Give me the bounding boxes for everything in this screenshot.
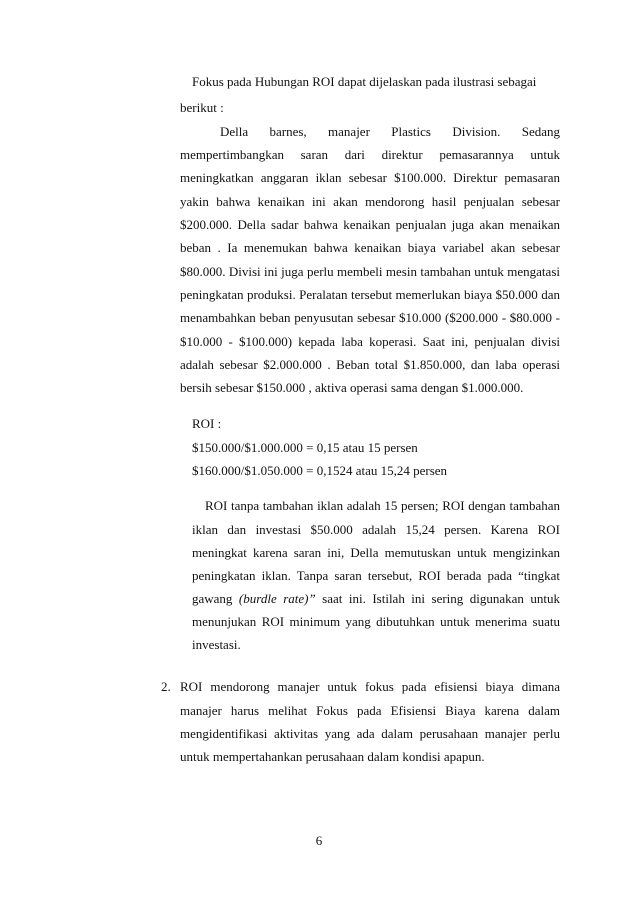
list-number-2: 2. (161, 679, 171, 694)
para1-line-4: mempertimbangkan saran dari direktur pemasarannya untuk (180, 147, 560, 162)
para2-line-2: iklan dan investasi $50.000 adalah 15,24 persen. Karena ROI (192, 522, 560, 537)
para2-line-5-before: gawang (192, 591, 239, 606)
item2-line-1: ROI mendorong manajer untuk fokus pada efisiensi biaya dimana (180, 679, 560, 694)
para1-line-5: meningkatkan anggaran iklan sebesar $100.000. Direktur pemasaran (180, 170, 560, 185)
para1-line-13: adalah sebesar $2.000.000 . Beban total $1.850.000, dan laba operasi (180, 357, 560, 372)
para1-line-3: Della barnes, manajer Plastics Division. Sedang (220, 124, 560, 139)
roi-heading: ROI : (192, 416, 222, 431)
para1-line-7: $200.000. Della sadar bahwa kenaikan penjualan juga akan menaikan (180, 217, 560, 232)
para2-line-3: meningkat karena saran ini, Della memutuskan untuk mengizinkan (192, 545, 560, 560)
para1-line-11: menambahkan beban penyusutan sebesar $10.000 ($200.000 - $80.000 - (180, 310, 560, 325)
para1-line-10: peningkatan produksi. Peralatan tersebut memerlukan biaya $50.000 dan (180, 287, 560, 302)
para1-line-9: $80.000. Divisi ini juga perlu membeli mesin tambahan untuk mengatasi (180, 264, 560, 279)
para1-line-8: beban . Ia menemukan bahwa kenaikan biaya variabel akan sebesar (180, 240, 560, 255)
para2-line-1: ROI tanpa tambahan iklan adalah 15 persen; ROI dengan tambahan (205, 498, 560, 513)
para1-line-2: berikut : (180, 100, 224, 115)
roi-line-2: $160.000/$1.050.000 = 0,1524 atau 15,24 persen (192, 463, 448, 478)
roi-line-1: $150.000/$1.000.000 = 0,15 atau 15 persen (192, 440, 418, 455)
item2-line-3: mengidentifikasi aktivitas yang ada dalam perusahaan manajer perlu (180, 726, 560, 741)
para2-line-5 (192, 591, 560, 607)
para2-line-7: investasi. (192, 637, 241, 652)
para1-line-14: bersih sebesar $150.000 , aktiva operasi sama dengan $1.000.000. (180, 380, 524, 395)
burdle-rate-term: (burdle rate)” (238, 591, 316, 606)
para2-line-6: menunjukan ROI minimum yang dibutuhkan untuk menerima suatu (192, 614, 560, 629)
item2-line-4: untuk mempertahankan perusahaan dalam kondisi apapun. (180, 749, 485, 764)
para1-line-1: Fokus pada Hubungan ROI dapat dijelaskan pada ilustrasi sebagai (192, 74, 537, 89)
para2-line-4: peningkatan iklan. Tanpa saran tersebut, ROI berada pada “tingkat (192, 568, 560, 583)
para1-line-12: $10.000 - $100.000) kepada laba koperasi. Saat ini, penjualan divisi (180, 334, 560, 349)
page-number: 6 (315, 833, 323, 848)
item2-line-2: manajer harus melihat Fokus pada Efisiensi Biaya karena dalam (180, 703, 560, 718)
para1-line-6: yakin bahwa kenaikan ini akan mendorong hasil penjualan sebesar (180, 194, 560, 209)
para2-line-5-after: saat ini. Istilah ini sering digunakan untuk (315, 591, 561, 606)
